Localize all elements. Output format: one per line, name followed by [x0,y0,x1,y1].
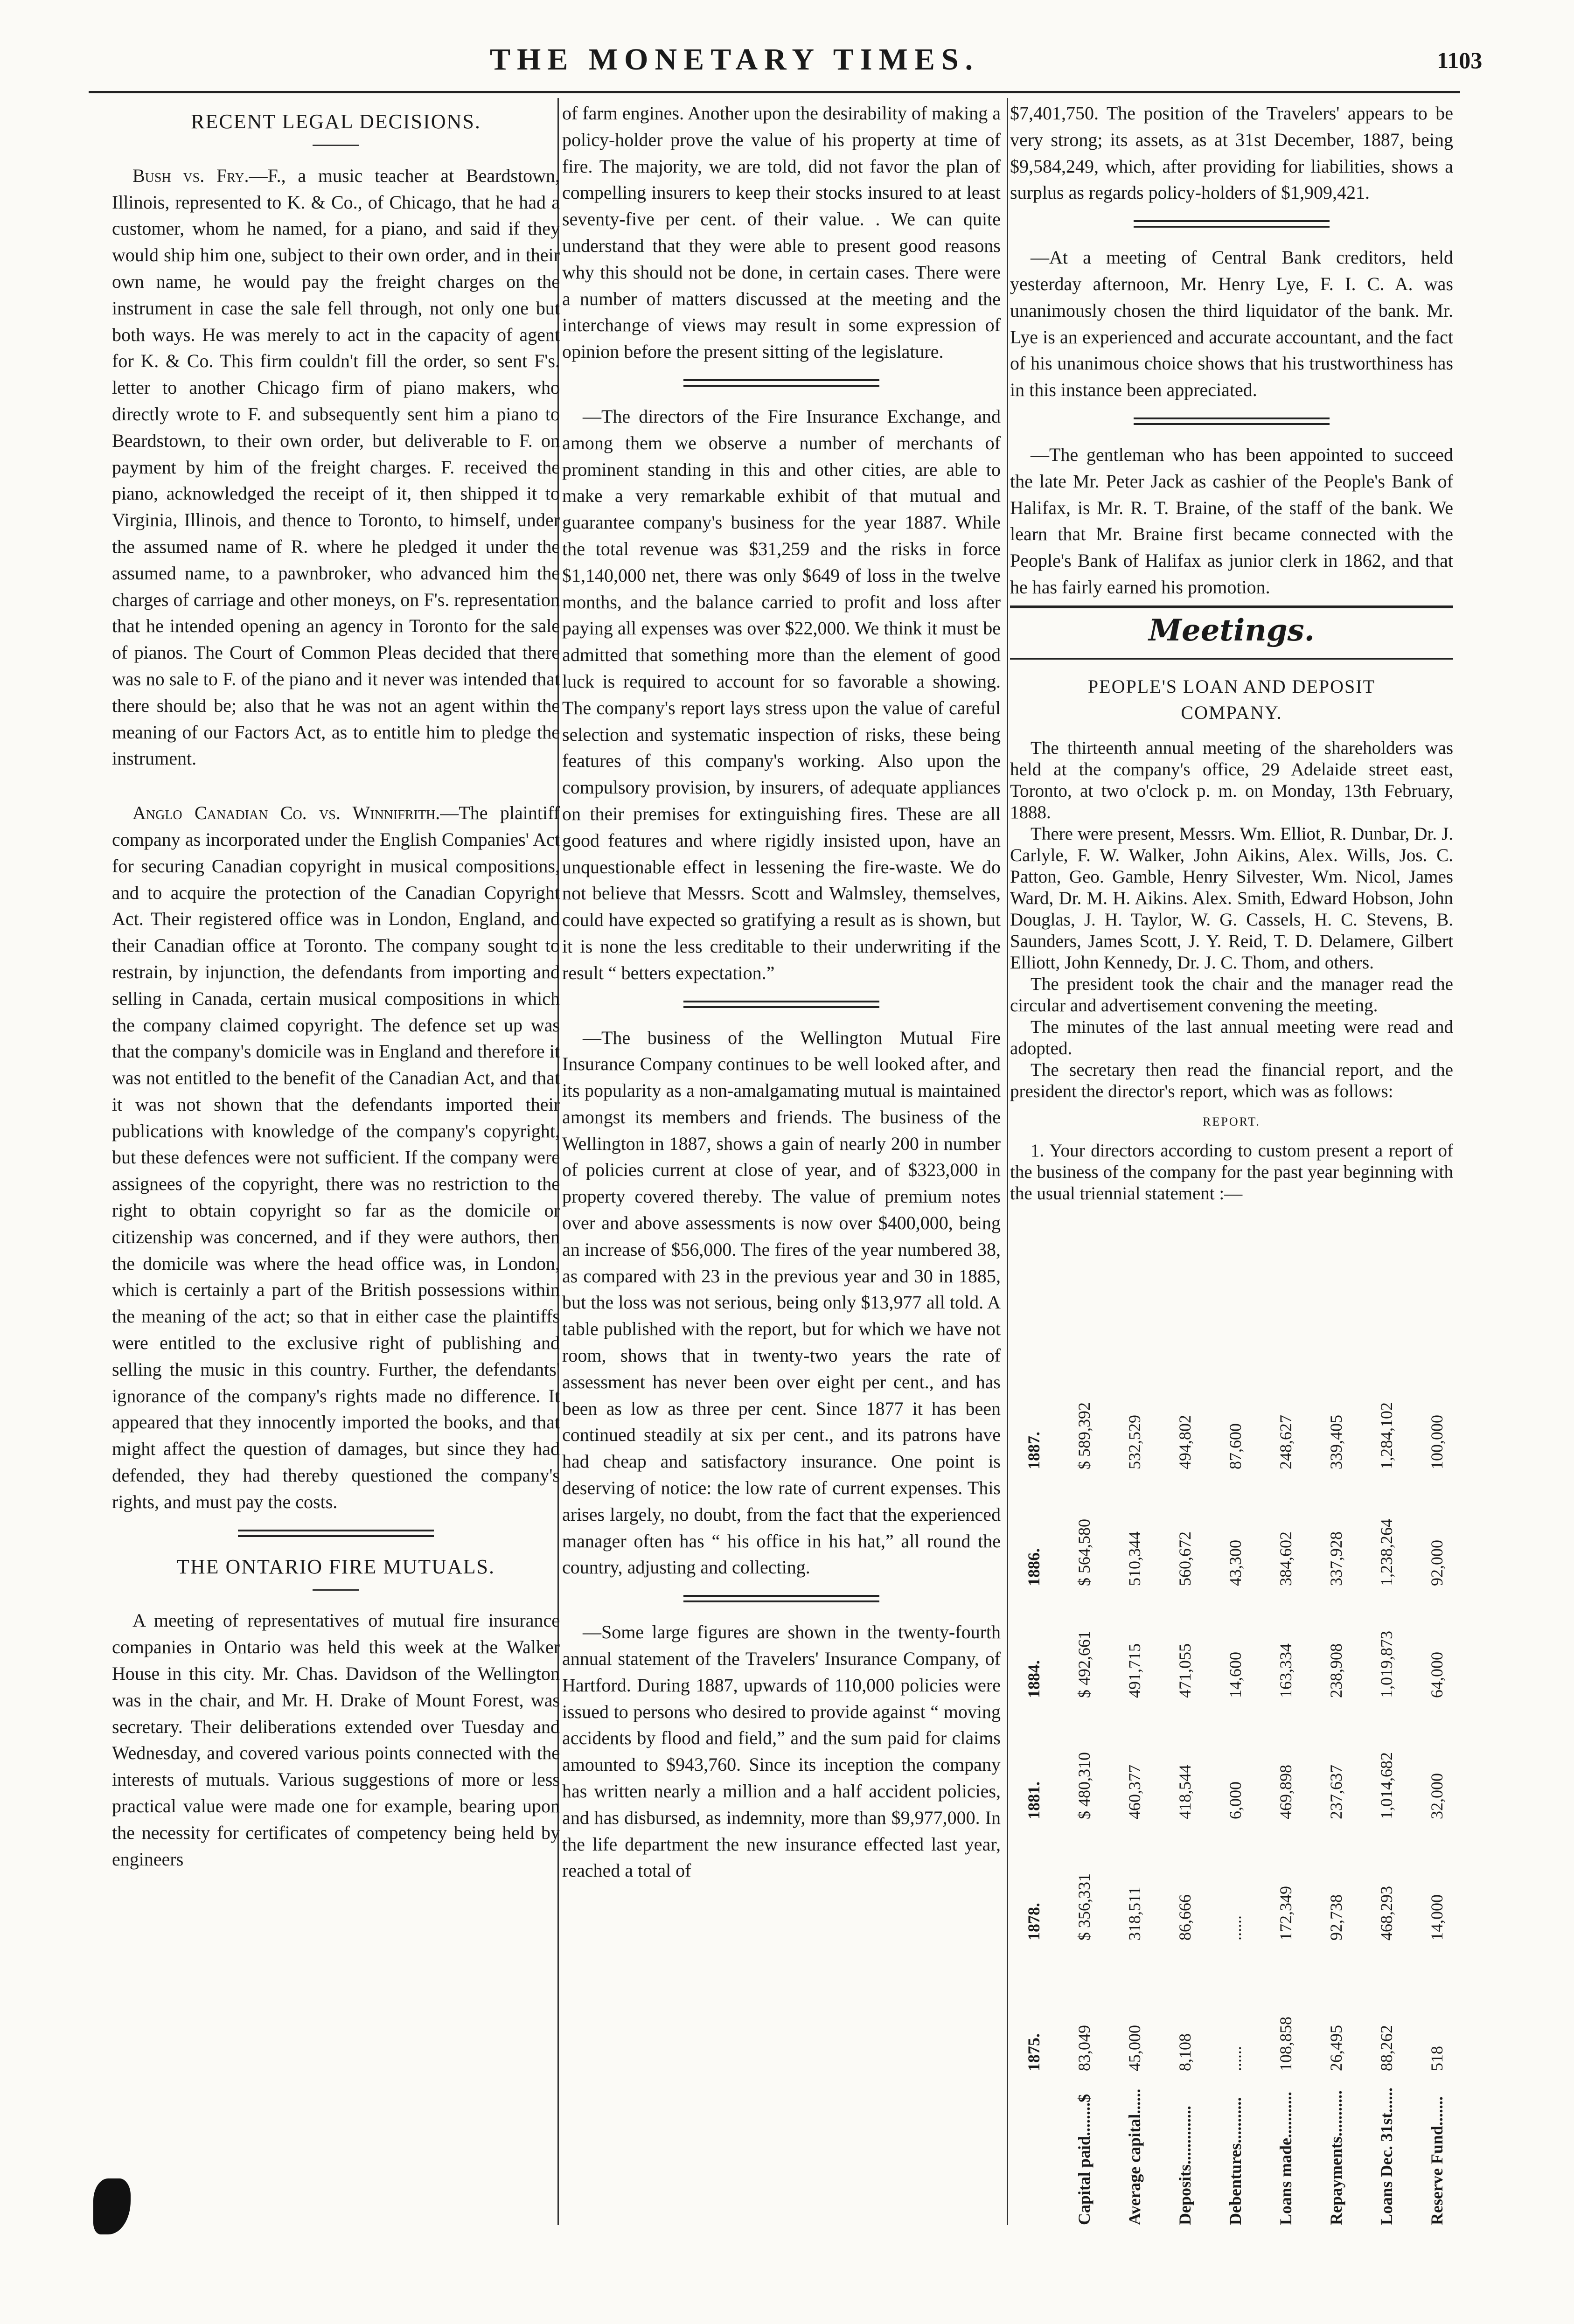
table-cell: 92,738 [1327,1894,1345,1941]
table-cell: 8,108 [1176,2033,1194,2071]
table-cell: 510,344 [1125,1531,1144,1586]
row-label: Repayments........... [1327,2090,1345,2225]
article-paragraph: —The gentleman who has been appointed to succeed the late Mr. Peter Jack as cashier of the People's Bank of Halifax, is Mr. R. T. Braine, of the staff of the bank. We learn that Mr. Braine first became connected with the People's Bank of Halifax as junior clerk in 1862, and that he has fairly earned his promotion. [1010,444,1453,598]
article-paragraph: A meeting of representatives of mutual fire insurance companies in Ontario was held this week at the Walker House in this city. Mr. Chas. Davidson of the Wellington was in the chair, and Mr. H. Drake of Mount Forest, was secretary. Their deliberations extended over Tuesday and Wednesday, and covered various points connected with the interests of mutuals. Various suggestions of more or less practical value were made one for example, bearing upon the necessity for certificates of competency being held by engineers [112,1610,560,1870]
table-cell: $ 564,580 [1075,1519,1093,1586]
case-text: —F., a music teacher at Beardstown, Illinois, represented to K. & Co., of Chicago, that he had a customer, whom he named, for a piano, and said if they would ship him one, subject to their own order, and in their own name, he would pay the freight charges on the instrument in case the sale fell through, not only one but both ways. He was merely to act in the capacity of agent for K. & Co. This firm couldn't fill the order, so sent F's. letter to another Chicago firm of piano makers, who directly wrote to F. and subsequently sent him a piano to Beardstown, to their own order, but deliverable to F. on payment by him of the freight charges. F. received the piano, acknowledged the receipt of it, then shipped it to Virginia, Illinois, and thence to Toronto, to himself, under the assumed name of R. where he pledged it under the assumed name, to a pawnbroker, who advanced him the charges of carriage and other moneys, on F's. representation that he intended opening an agency in Toronto for the sale of pianos. The Court of Common Pleas decided that there was no sale to F. of the piano and it never was intended that there should be; also that he was not an agent within the meaning of our Factors Act, as to entitle him to pledge the instrument. [112,165,560,769]
row-label: Capital paid........$ [1075,2094,1093,2225]
column-1 [112,100,560,1872]
divider [1010,605,1453,608]
section-heading: PEOPLE'S LOAN AND DEPOSIT COMPANY. [1087,675,1376,724]
row-label: Loans Dec. 31st...... [1377,2087,1396,2225]
divider [238,1530,434,1537]
table-cell: $ 356,331 [1075,1873,1093,1941]
article-paragraph: The president took the chair and the manager read the circular and advertisement convening the meeting. [1010,974,1453,1016]
table-cell: 45,000 [1125,2025,1144,2071]
ink-blot [93,2178,131,2234]
year-header: 1878. [1024,1903,1043,1941]
triennial-statement-table [1010,1390,1453,2230]
article-paragraph: The thirteenth annual meeting of the shareholders was held at the company's office, 29 Adelaide street east, Toronto, at two o'clock p. m. on Monday, 13th February, 1888. [1010,738,1453,823]
row-label: Deposits.............. [1176,2105,1194,2225]
divider [313,1589,359,1591]
year-header: 1875. [1024,2033,1043,2071]
case-name: Bush vs. Fry. [132,165,249,186]
article-paragraph: —The directors of the Fire Insurance Exchange, and among them we observe a number of merchants of prominent standing in this and other cities, are able to make a very remarkable exhibit of that mutual and guarantee company's business for the year 1887. While the total revenue was $31,259 and the risks in force $1,140,000 net, there was only $649 of loss in the twelve months, and the balance carried to profit and loss after paying all expenses was over $22,000. We think it must be admitted that something more than the element of good luck is required to account for so favorable a showing. The company's report lays stress upon the value of careful selection and systematic inspection of risks, these being features of this company's working. Also upon the compulsory provision, by insurers, of adequate appliances on their premises for extinguishing fires. These are all good features and where rigidly insisted upon, have an unquestionable effect in lessening the fire-waste. We do not believe that Messrs. Scott and Walmsley, themselves, could have expected so gratifying a result as is shown, but it is none the less creditable to their underwriting if the result “ betters expectation.” [562,405,1001,983]
article-paragraph [112,163,560,772]
table-cell: 1,014,682 [1377,1752,1396,1819]
table-cell: 1,238,264 [1377,1519,1396,1586]
table-cell: 518 [1428,2046,1446,2071]
table-cell: 469,898 [1276,1765,1295,1819]
table-cell: 560,672 [1176,1531,1194,1586]
masthead-rule [89,91,1460,93]
column-divider [1007,98,1008,2225]
section-heading: RECENT LEGAL DECISIONS. [191,110,481,133]
divider [1134,417,1330,425]
column-2 [562,100,1001,1884]
article-paragraph: The minutes of the last annual meeting were read and adopted. [1010,1017,1453,1059]
table-cell: 460,377 [1125,1765,1144,1819]
table-cell: 468,293 [1377,1886,1396,1941]
table-cell: 337,928 [1327,1531,1345,1586]
row-label: Reserve Fund....... [1428,2096,1446,2225]
case-name: Anglo Canadian Co. vs. Winnifrith. [132,802,440,824]
table-cell: 14,000 [1428,1894,1446,1941]
table-cell: 418,544 [1176,1765,1194,1819]
table-cell: 88,262 [1377,2025,1396,2071]
table-cell: ...... [1226,2046,1245,2071]
table-cell: 318,511 [1125,1886,1144,1941]
table-cell: 163,334 [1276,1643,1295,1698]
divider [1134,220,1330,228]
year-header: 1884. [1024,1660,1043,1698]
table-cell: 494,802 [1176,1415,1194,1469]
table-cell: 26,495 [1327,2025,1345,2071]
table-cell: 108,858 [1276,2017,1295,2071]
meetings-heading: Meetings. [1149,612,1315,648]
article-paragraph: of farm engines. Another upon the desirability of making a policy-holder prove the value of his property at time of fire. The majority, we are told, did not favor the plan of compelling insurers to keep their stocks insured to at least seventy-five per cent. of their value. . We can quite understand that they were able to present good reasons why this should not be done, in certain cases. There were a number of matters discussed at the meeting and the interchange of views may result in some expression of opinion before the present sitting of the legislature. [562,103,1001,362]
table-cell: 248,627 [1276,1415,1295,1469]
table-cell: 43,300 [1226,1540,1245,1586]
divider [313,145,359,146]
article-paragraph: The secretary then read the financial report, and the president the director's report, which was as follows: [1010,1060,1453,1102]
table-cell: 14,600 [1226,1652,1245,1698]
table-cell: 237,637 [1327,1765,1345,1819]
masthead [0,0,1574,93]
year-header: 1887. [1024,1432,1043,1469]
table-cell: 339,405 [1327,1415,1345,1469]
table-cell: $ 589,392 [1075,1402,1093,1469]
newspaper-title: THE MONETARY TIMES. [490,42,980,77]
row-label: Loans made........... [1276,2091,1295,2225]
article-paragraph: 1. Your directors according to custom present a report of the business of the company for the past year beginning with the usual triennial statement :— [1010,1140,1453,1204]
table-cell: 6,000 [1226,1781,1245,1819]
article-paragraph: There were present, Messrs. Wm. Elliot, R. Dunbar, Dr. J. Carlyle, F. W. Walker, John Aikins, Alex. Wills, Jos. C. Patton, Geo. Gamble, Henry Silvester, Wm. Nicol, James Ward, Dr. M. H. Aikins. Alex. Smith, Edward Hobson, John Douglas, J. H. Taylor, W. G. Cassels, H. C. Stevens, B. Saunders, James Scott, J. Y. Reid, T. D. Delamere, Gilbert Elliott, John Kennedy, Dr. J. C. Thom, and others. [1010,824,1453,973]
table-cell: 83,049 [1075,2025,1093,2071]
table-cell: 384,602 [1276,1531,1295,1586]
table-cell: 172,349 [1276,1886,1295,1941]
divider [1010,658,1453,660]
row-label: Average capital...... [1125,2088,1144,2225]
year-header: 1886. [1024,1548,1043,1586]
divider [683,379,879,387]
table-cell: $ 480,310 [1075,1752,1093,1819]
table-cell: 238,908 [1327,1643,1345,1698]
table-cell: 471,055 [1176,1643,1194,1698]
divider [683,1595,879,1602]
table-cell: ...... [1226,1915,1245,1941]
year-header: 1881. [1024,1781,1043,1819]
report-label: REPORT. [1203,1115,1261,1129]
table-cell: 64,000 [1428,1652,1446,1698]
row-label: Debentures........... [1226,2097,1245,2225]
table-cell: $ 492,661 [1075,1631,1093,1698]
table-cell: 87,600 [1226,1423,1245,1469]
case-text: —The plaintiff company as incorporated under the English Companies' Act for securing Canadian copyright in musical compositions, and to acquire the protection of the Canadian Copyright Act. Their registered office was in London, England, and their Canadian office at Toronto. The company sought to restrain, by injunction, the defendants from importing and selling in Canada, certain musical compositions in which the company claimed copyright. The defence set up was that the company's domicile was in England and therefore it was not entitled to the benefit of the Canadian Act, and that it was not shown that the defendants imported their publications with knowledge of the company's copyright, but these defences were not sufficient. If the company were assignees of the copyright, there was no restriction to the right to obtain copyright so far as the domicile or citizenship was concerned, and if they were authors, then the domicile was where the head office was, in London, which is certainly a part of the British possessions within the meaning of the act; so that in either case the plaintiffs were entitled to the exclusive right of publishing and selling the music in this country. Further, the defendants' ignorance of the company's rights made no difference. It appeared that they innocently imported the books, and that might affect the question of damages, but since they had defended, they had thereby questioned the company's rights, and must pay the costs. [112,802,560,1512]
table-cell: 532,529 [1125,1415,1144,1469]
section-heading: THE ONTARIO FIRE MUTUALS. [176,1555,495,1578]
table-cell: 1,019,873 [1377,1631,1396,1698]
column-3 [1010,100,1453,1204]
table-cell: 100,000 [1428,1415,1446,1469]
article-paragraph [112,800,560,1516]
page-number: 1103 [1437,47,1483,73]
article-paragraph: —The business of the Wellington Mutual Fire Insurance Company continues to be well looked after, and its popularity as a non-amalgamating mutual is maintained amongst its members and friends. The business of the Wellington in 1887, shows a gain of nearly 200 in number of policies current at close of year, and of $323,000 in property covered thereby. The value of premium notes over and above assessments is now over $400,000, being an increase of $56,000. The fires of the year numbered 38, as compared with 23 in the previous year and 30 in 1885, but the loss was not serious, being only $13,977 all told. A table published with the report, but for which we have not room, shows that in twenty-two years the rate of assessment has never been over eight per cent., and has been as low as three per cent. Since 1877 it has been continued steadily at six per cent., and its patrons have had cheap and satisfactory insurance. One point is deserving of notice: the low rate of current expenses. This arises largely, no doubt, from the fact that the experienced manager often has “ his office in his hat,” all round the country, adjusting and collecting. [562,1027,1001,1578]
article-paragraph: $7,401,750. The position of the Travelers' appears to be very strong; its assets, as at 31st December, 1887, being $9,584,249, which, after providing for liabilities, shows a surplus as regards policy-holders of $1,909,421. [1010,103,1453,203]
table-cell: 92,000 [1428,1540,1446,1586]
divider [683,1001,879,1008]
article-paragraph: —At a meeting of Central Bank creditors, held yesterday afternoon, Mr. Henry Lye, F. I. C. A. was unanimously chosen the third liquidator of the bank. Mr. Lye is an experienced and accurate accountant, and the fact of his unanimous choice shows that his trustworthiness has in this instance been appreciated. [1010,247,1453,401]
table-cell: 491,715 [1125,1643,1144,1698]
article-paragraph: —Some large figures are shown in the twenty-fourth annual statement of the Travelers' Insurance Company, of Hartford. During 1887, upwards of 110,000 policies were issued to persons who desired to provide against “ moving accidents by flood and field,” and the sum paid for claims amounted to $943,760. Since its inception the company has written nearly a million and a half accident policies, and has disbursed, as indemnity, more than $9,977,000. In the life department the new insurance effected last year, reached a total of [562,1621,1001,1881]
table-cell: 32,000 [1428,1773,1446,1819]
table-cell: 86,666 [1176,1894,1194,1941]
table-cell: 1,284,102 [1377,1402,1396,1469]
